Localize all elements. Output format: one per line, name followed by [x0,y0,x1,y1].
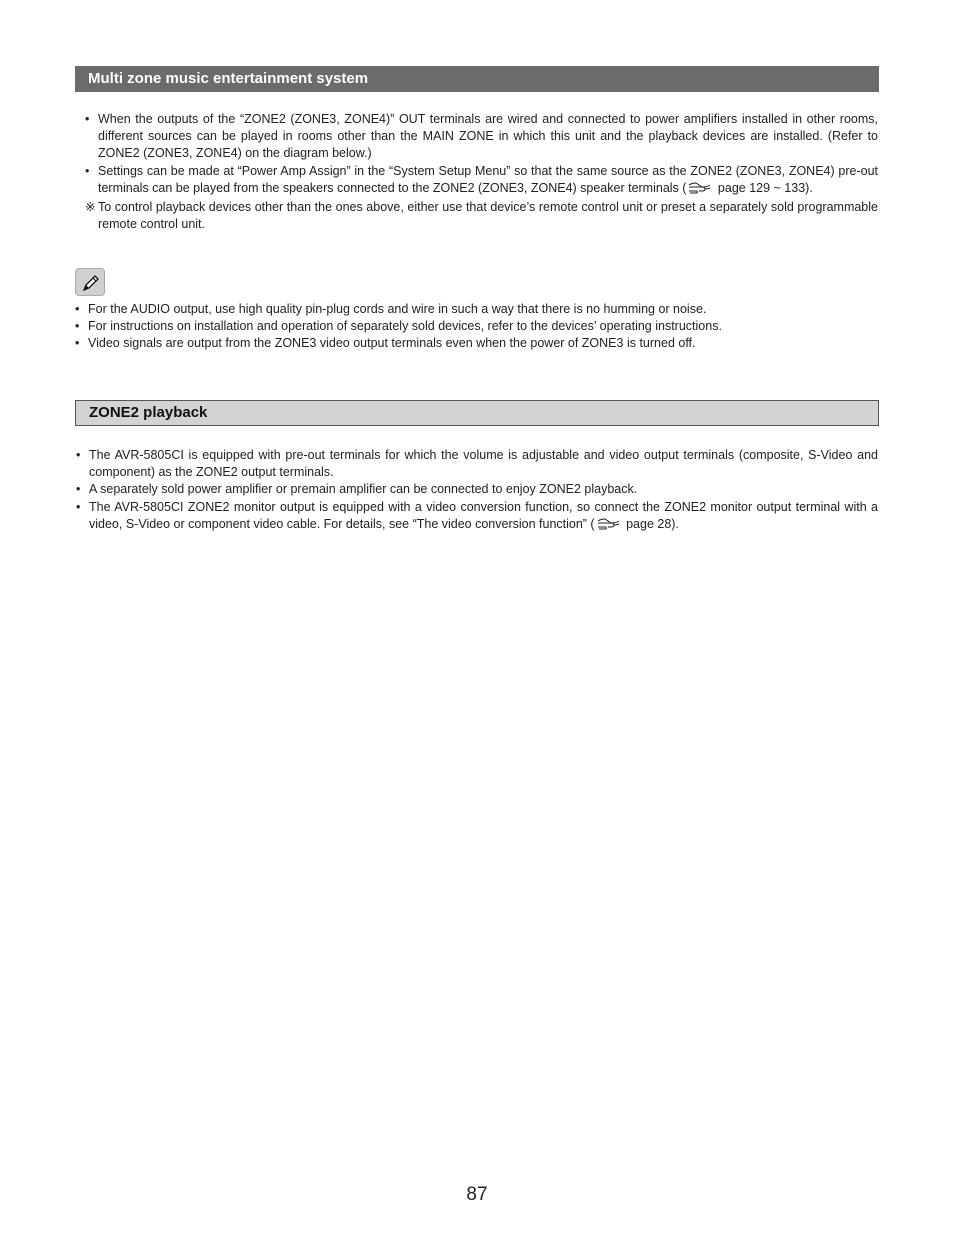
bullet-marker: • [76,482,81,497]
bullet-marker: • [75,302,80,316]
bullet-marker: • [76,448,81,462]
list-item-text: Settings can be made at “Power Amp Assign” in the “System Setup Menu” so that the same source as the ZONE2 (ZONE3, ZONE4) pre-out terminals can be played from the speakers connected to the ZONE2 (ZONE3, ZONE4) speaker terminals ( [98,163,878,195]
list-item [75,318,878,335]
list-item [85,111,878,163]
list-item-text: A separately sold power amplifier or premain amplifier can be connected to enjoy ZONE2 playback. [89,482,638,497]
list-item-text: To control playback devices other than the ones above, either use that device’s remote control unit or preset a separately sold programmable remote control unit. [98,200,878,232]
list-item-text: Video signals are output from the ZONE3 video output terminals even when the power of ZONE3 is turned off. [88,336,696,351]
bullet-marker: • [76,499,81,514]
notes-list [75,301,878,353]
list-item [76,447,878,481]
list-item-text: For instructions on installation and operation of separately sold devices, refer to the devices’ operating instructions. [88,319,722,334]
list-item [75,335,878,352]
section-title: ZONE2 playback [89,404,208,421]
section-header-zone2 [75,400,879,426]
section-header-multizone [75,66,879,92]
list-item-text: The AVR-5805CI is equipped with pre-out terminals for which the volume is adjustable and video output terminals (composite, S-Video and component) as the ZONE2 output terminals. [89,448,878,480]
multizone-list [85,111,878,233]
bullet-marker: • [85,112,90,126]
list-item [85,163,878,199]
bullet-marker: • [75,336,80,351]
zone2-list [76,447,878,535]
list-item [76,499,878,535]
bullet-marker: • [85,163,90,178]
list-item [85,199,878,233]
list-item-text: For the AUDIO output, use high quality pin-plug cords and wire in such a way that there is no humming or noise. [88,302,707,316]
list-item-text: When the outputs of the “ZONE2 (ZONE3, ZONE4)” OUT terminals are wired and connected to power amplifiers installed in other rooms, different sources can be played in rooms other than the MAIN ZONE in which this unit and the playback devices are installed. (Refer to ZONE2 (ZONE3, ZONE4) on the diagram below.) [98,112,878,161]
list-item [76,481,878,498]
pointing-hand-icon [597,518,621,535]
note-marker: ※ [85,200,96,215]
list-item-text: page 28). [622,516,679,531]
list-item [75,301,878,318]
pointing-hand-icon [688,182,712,199]
section-title: Multi zone music entertainment system [88,70,369,87]
bullet-marker: • [75,319,80,334]
list-item-text: page 129 ~ 133). [714,180,813,195]
list-item-text: The AVR-5805CI ZONE2 monitor output is equipped with a video conversion function, so connect the ZONE2 monitor output terminal with a video, S-Video or component video cable. For details, see “The video conversion function” ( [89,499,878,531]
pencil-icon [75,268,105,296]
page-number: 87 [466,1184,488,1205]
